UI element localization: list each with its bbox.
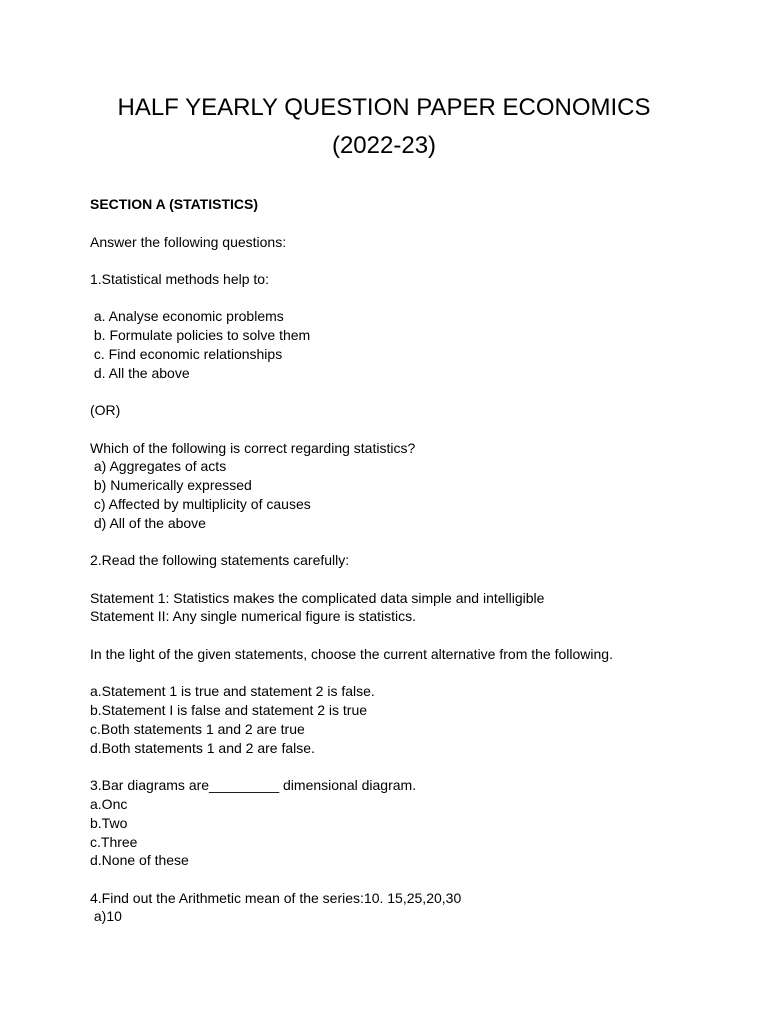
question-1-option: c. Find economic relationships: [90, 346, 283, 362]
question-4-option: a)10: [90, 908, 122, 924]
question-2-option: b.Statement I is false and statement 2 is true: [90, 702, 368, 718]
instruction-text: Answer the following questions:: [90, 234, 287, 250]
question-3-option: d.None of these: [90, 852, 189, 868]
question-3-option: b.Two: [90, 815, 128, 831]
question-1-alt-option: a) Aggregates of acts: [90, 458, 227, 474]
question-2-prompt: In the light of the given statements, choose the current alternative from the following.: [90, 646, 613, 662]
question-2-statement-1: Statement 1: Statistics makes the complicated data simple and intelligible: [90, 590, 545, 606]
question-1-option: d. All the above: [90, 365, 190, 381]
question-1: 1.Statistical methods help to:: [90, 271, 269, 287]
or-label: (OR): [90, 402, 121, 418]
question-2: 2.Read the following statements carefully:: [90, 552, 350, 568]
question-3: 3.Bar diagrams are_________ dimensional diagram.: [90, 777, 417, 793]
question-2-option: c.Both statements 1 and 2 are true: [90, 721, 305, 737]
question-4: 4.Find out the Arithmetic mean of the series:10. 15,25,20,30: [90, 890, 462, 906]
question-1-option: a. Analyse economic problems: [90, 308, 284, 324]
question-1-alt-option: b) Numerically expressed: [90, 477, 252, 493]
question-1-alt-option: c) Affected by multiplicity of causes: [90, 496, 311, 512]
question-2-statement-2: Statement II: Any single numerical figure is statistics.: [90, 608, 417, 624]
question-2-option: a.Statement 1 is true and statement 2 is false.: [90, 683, 375, 699]
paper-year: (2022-23): [331, 132, 437, 159]
question-3-option: c.Three: [90, 834, 138, 850]
question-2-option: d.Both statements 1 and 2 are false.: [90, 740, 315, 756]
paper-title: HALF YEARLY QUESTION PAPER ECONOMICS: [117, 94, 651, 121]
question-1-option: b. Formulate policies to solve them: [90, 327, 311, 343]
question-1-alt-option: d) All of the above: [90, 515, 206, 531]
section-heading: SECTION A (STATISTICS): [90, 196, 258, 212]
question-3-option: a.Onc: [90, 796, 128, 812]
question-1-alternative: Which of the following is correct regarding statistics?: [90, 440, 416, 456]
